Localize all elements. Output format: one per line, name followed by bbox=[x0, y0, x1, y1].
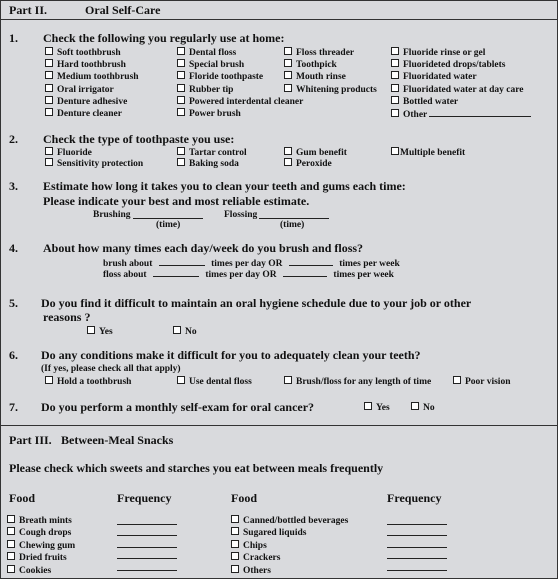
checkbox[interactable] bbox=[45, 59, 53, 67]
checkbox-option[interactable]: Multiple benefit bbox=[391, 147, 465, 158]
checkbox[interactable] bbox=[177, 108, 185, 116]
q6-number: 6. bbox=[9, 348, 18, 362]
checkbox-option[interactable]: Power brush bbox=[177, 108, 303, 120]
checkbox-option[interactable]: Oral irrigator bbox=[45, 84, 139, 96]
checkbox[interactable] bbox=[87, 326, 95, 334]
part2-label: Part II. bbox=[9, 3, 47, 17]
checkbox-option[interactable]: Fluoride rinse or gel bbox=[391, 47, 531, 59]
checkbox[interactable] bbox=[284, 59, 292, 67]
checkbox[interactable] bbox=[411, 402, 419, 410]
checkbox[interactable] bbox=[45, 71, 53, 79]
divider bbox=[1, 19, 557, 20]
checkbox[interactable] bbox=[173, 326, 181, 334]
frequency-input[interactable] bbox=[117, 562, 177, 571]
food-option[interactable]: Chewing gum bbox=[7, 540, 75, 552]
checkbox[interactable] bbox=[231, 552, 239, 560]
brush-per-week-input[interactable] bbox=[289, 257, 333, 266]
checkbox[interactable] bbox=[231, 515, 239, 523]
checkbox[interactable] bbox=[45, 108, 53, 116]
checkbox-option[interactable]: Brush/floss for any length of time bbox=[284, 376, 431, 387]
food-option[interactable]: Dried fruits bbox=[7, 552, 75, 564]
checkbox[interactable] bbox=[391, 109, 399, 117]
floss-per-day-input[interactable] bbox=[153, 268, 199, 277]
other-input[interactable] bbox=[429, 108, 531, 117]
left-food-list bbox=[7, 515, 75, 577]
brush-per-day-input[interactable] bbox=[159, 257, 205, 266]
food-header-left: Food bbox=[9, 491, 36, 505]
checkbox-option[interactable]: Dental floss bbox=[177, 47, 303, 59]
checkbox[interactable] bbox=[284, 376, 292, 384]
checkbox[interactable] bbox=[391, 47, 399, 55]
part3-instruction: Please check which sweets and starches you eat between meals frequently bbox=[9, 461, 384, 475]
checkbox[interactable] bbox=[177, 59, 185, 67]
q3-line-1: Estimate how long it takes you to clean your teeth and gums each time: bbox=[43, 179, 406, 193]
checkbox-option[interactable]: Denture cleaner bbox=[45, 108, 139, 120]
checkbox[interactable] bbox=[284, 158, 292, 166]
checkbox[interactable] bbox=[391, 84, 399, 92]
q1-number: 1. bbox=[9, 31, 18, 45]
flossing-label: Flossing bbox=[224, 210, 258, 220]
checkbox-option[interactable]: Toothpick bbox=[284, 59, 377, 71]
checkbox-option[interactable]: Denture adhesive bbox=[45, 96, 139, 108]
checkbox-option[interactable]: Hold a toothbrush bbox=[45, 376, 131, 387]
q1-column-4 bbox=[391, 47, 531, 121]
checkbox[interactable] bbox=[364, 402, 372, 410]
checkbox[interactable] bbox=[7, 565, 15, 573]
q7-no-option[interactable]: No bbox=[411, 402, 435, 413]
right-frequency-inputs bbox=[387, 515, 447, 572]
checkbox-option[interactable]: Floride toothpaste bbox=[177, 71, 303, 83]
food-option[interactable]: Canned/bottled beverages bbox=[231, 515, 348, 527]
food-header-right: Food bbox=[231, 491, 258, 505]
checkbox[interactable] bbox=[177, 96, 185, 104]
checkbox[interactable] bbox=[284, 84, 292, 92]
frequency-input[interactable] bbox=[387, 562, 447, 571]
frequency-header-left: Frequency bbox=[117, 491, 172, 505]
q5-line-1: Do you find it difficult to maintain an oral hygiene schedule due to your job or other bbox=[41, 296, 472, 310]
checkbox[interactable] bbox=[45, 84, 53, 92]
brushing-label: Brushing bbox=[93, 210, 131, 220]
frequency-header-right: Frequency bbox=[387, 491, 442, 505]
q7-yes-option[interactable]: Yes bbox=[364, 402, 390, 413]
checkbox[interactable] bbox=[177, 71, 185, 79]
checkbox[interactable] bbox=[45, 158, 53, 166]
checkbox[interactable] bbox=[177, 158, 185, 166]
checkbox-option[interactable]: Use dental floss bbox=[177, 376, 252, 387]
checkbox-option[interactable]: Powered interdental cleaner bbox=[177, 96, 303, 108]
q7-number: 7. bbox=[9, 400, 18, 414]
food-option[interactable]: Cookies bbox=[7, 565, 75, 577]
checkbox[interactable] bbox=[177, 376, 185, 384]
part3-label: Part III. bbox=[9, 433, 52, 447]
checkbox[interactable] bbox=[45, 47, 53, 55]
q2-number: 2. bbox=[9, 132, 18, 146]
q1-column-3 bbox=[284, 47, 377, 96]
checkbox[interactable] bbox=[284, 71, 292, 79]
checkbox[interactable] bbox=[391, 59, 399, 67]
food-option[interactable]: Chips bbox=[231, 540, 348, 552]
checkbox-option[interactable]: Fluoridated water at day care bbox=[391, 84, 531, 96]
brushing-time-input[interactable] bbox=[133, 210, 203, 219]
checkbox-option[interactable]: Peroxide bbox=[284, 158, 332, 169]
checkbox-option[interactable]: Fluorideted drops/tablets bbox=[391, 59, 531, 71]
brush-frequency-row: brush about times per day OR times per week bbox=[103, 259, 400, 269]
q5-no-option[interactable]: No bbox=[173, 326, 197, 337]
checkbox-option[interactable]: Baking soda bbox=[177, 158, 239, 169]
checkbox-option[interactable]: Bottled water bbox=[391, 96, 531, 108]
checkbox[interactable] bbox=[7, 552, 15, 560]
q3-line-2: Please indicate your best and most reliable estimate. bbox=[43, 194, 310, 208]
checkbox-option[interactable]: Special brush bbox=[177, 59, 303, 71]
q4-text: About how many times each day/week do you brush and floss? bbox=[43, 241, 364, 255]
q6-note: (If yes, please check all that apply) bbox=[41, 364, 181, 374]
flossing-time-input[interactable] bbox=[259, 210, 329, 219]
part3-title: Between-Meal Snacks bbox=[61, 433, 174, 447]
checkbox[interactable] bbox=[7, 540, 15, 548]
q5-line-2: reasons ? bbox=[43, 310, 91, 324]
frequency-input[interactable] bbox=[387, 550, 447, 559]
checkbox[interactable] bbox=[284, 47, 292, 55]
q5-yes-option[interactable]: Yes bbox=[87, 326, 113, 337]
checkbox[interactable] bbox=[231, 527, 239, 535]
divider bbox=[1, 425, 557, 426]
floss-per-week-input[interactable] bbox=[283, 268, 327, 277]
right-food-list bbox=[231, 515, 348, 577]
checkbox-option[interactable]: Tartar control bbox=[177, 147, 247, 158]
food-option[interactable]: Cough drops bbox=[7, 527, 75, 539]
q1-column-1 bbox=[45, 47, 139, 120]
checkbox[interactable] bbox=[45, 376, 53, 384]
checkbox[interactable] bbox=[177, 147, 185, 155]
checkbox-option[interactable]: Other bbox=[391, 108, 531, 121]
checkbox-option[interactable]: Medium toothbrush bbox=[45, 71, 139, 83]
q3-number: 3. bbox=[9, 179, 18, 193]
checkbox-option[interactable]: Mouth rinse bbox=[284, 71, 377, 83]
checkbox[interactable] bbox=[45, 147, 53, 155]
checkbox[interactable] bbox=[177, 84, 185, 92]
frequency-input[interactable] bbox=[117, 539, 177, 548]
checkbox-option[interactable]: Gum benefit bbox=[284, 147, 347, 158]
checkbox-option[interactable]: Hard toothbrush bbox=[45, 59, 139, 71]
checkbox[interactable] bbox=[7, 515, 15, 523]
q6-text: Do any conditions make it difficult for you to adequately clean your teeth? bbox=[41, 348, 421, 362]
floss-frequency-row: floss about times per day OR times per week bbox=[103, 270, 394, 280]
checkbox[interactable] bbox=[284, 147, 292, 155]
checkbox-option[interactable]: Rubber tip bbox=[177, 84, 303, 96]
checkbox-option[interactable]: Sensitivity protection bbox=[45, 158, 143, 169]
checkbox-option[interactable]: Fluoridated water bbox=[391, 71, 531, 83]
checkbox[interactable] bbox=[391, 71, 399, 79]
q5-number: 5. bbox=[9, 296, 18, 310]
frequency-input[interactable] bbox=[117, 527, 177, 536]
checkbox[interactable] bbox=[453, 376, 461, 384]
checkbox-option[interactable]: Fluoride bbox=[45, 147, 92, 158]
checkbox[interactable] bbox=[391, 96, 399, 104]
q7-text: Do you perform a monthly self-exam for oral cancer? bbox=[41, 400, 315, 414]
checkbox-option[interactable]: Soft toothbrush bbox=[45, 47, 139, 59]
frequency-input[interactable] bbox=[387, 516, 447, 525]
q1-text: Check the following you regularly use at home: bbox=[43, 31, 285, 45]
frequency-input[interactable] bbox=[387, 527, 447, 536]
checkbox-option[interactable]: Poor vision bbox=[453, 376, 510, 387]
frequency-input[interactable] bbox=[117, 550, 177, 559]
checkbox-option[interactable]: Floss threader bbox=[284, 47, 377, 59]
checkbox[interactable] bbox=[177, 47, 185, 55]
frequency-input[interactable] bbox=[117, 516, 177, 525]
checkbox-option[interactable]: Whitening products bbox=[284, 84, 377, 96]
checkbox[interactable] bbox=[45, 96, 53, 104]
checkbox[interactable] bbox=[7, 527, 15, 535]
q4-number: 4. bbox=[9, 241, 18, 255]
checkbox[interactable] bbox=[231, 565, 239, 573]
checkbox[interactable] bbox=[231, 540, 239, 548]
q2-text: Check the type of toothpaste you use: bbox=[43, 132, 235, 146]
checkbox[interactable] bbox=[391, 147, 399, 155]
left-frequency-inputs bbox=[117, 515, 177, 572]
brushing-time-caption: (time) bbox=[156, 220, 181, 230]
food-option[interactable]: Breath mints bbox=[7, 515, 75, 527]
food-option[interactable]: Crackers bbox=[231, 552, 348, 564]
flossing-time-caption: (time) bbox=[280, 220, 305, 230]
frequency-input[interactable] bbox=[387, 539, 447, 548]
part2-title: Oral Self-Care bbox=[85, 3, 161, 17]
food-option[interactable]: Others bbox=[231, 565, 348, 577]
food-option[interactable]: Sugared liquids bbox=[231, 527, 348, 539]
